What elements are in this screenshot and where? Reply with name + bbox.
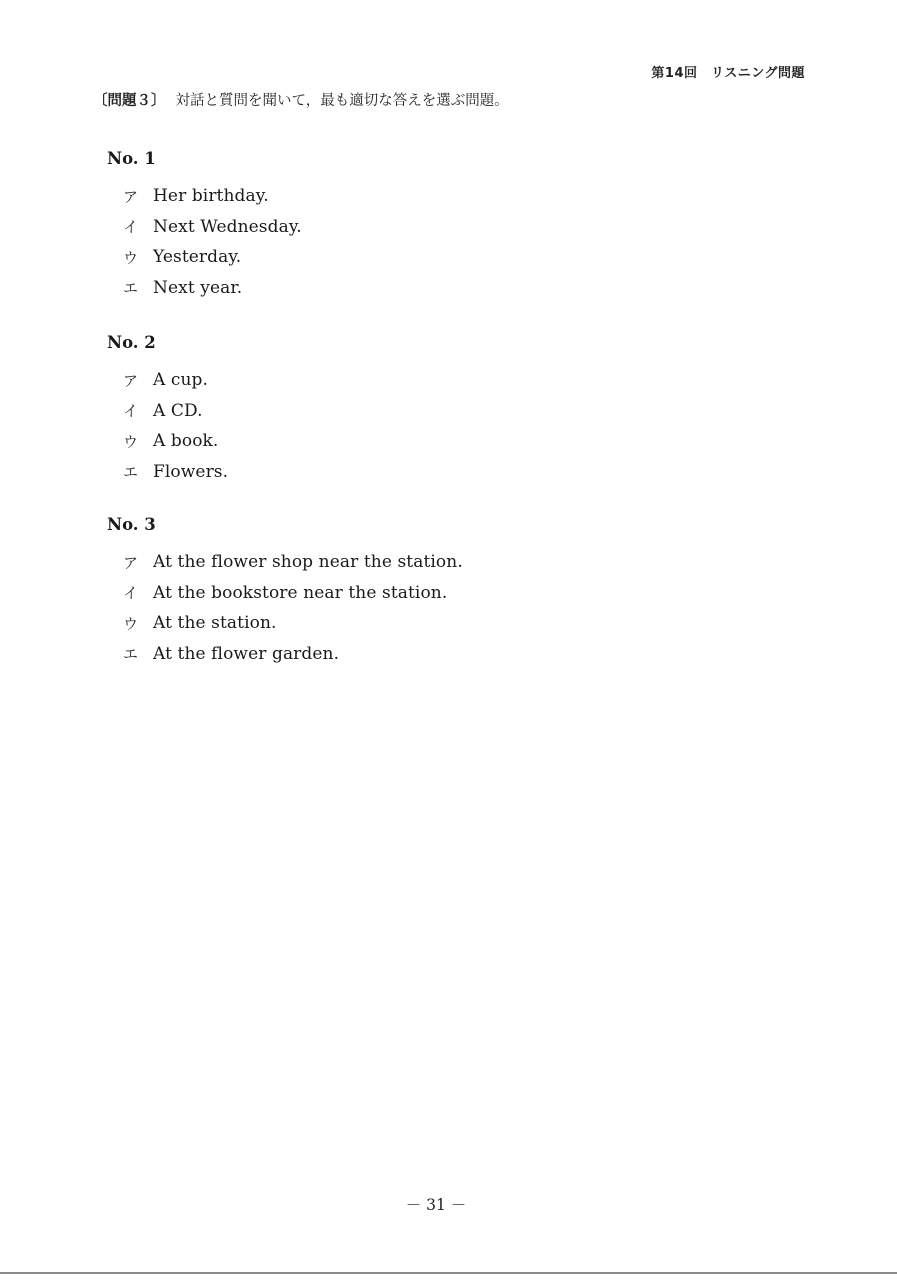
- problem-label: 〔問題３〕: [93, 93, 166, 109]
- instruction-text: 対話と質問を聞いて，最も適切な答えを選ぶ問題。: [175, 93, 509, 109]
- choice-text: At the bookstore near the station.: [153, 582, 448, 603]
- choice-marker: ウ: [123, 432, 139, 451]
- choice-text: Flowers.: [153, 461, 229, 482]
- question-1: [107, 149, 302, 303]
- choice-text: Next year.: [153, 277, 243, 298]
- question-title: No. 3: [107, 515, 156, 534]
- choice-text: A book.: [153, 431, 219, 452]
- choice-text: Her birthday.: [153, 186, 269, 207]
- question-2: [107, 333, 228, 487]
- choice-text: At the flower shop near the station.: [153, 552, 463, 573]
- choice-text: Next Wednesday.: [153, 216, 302, 237]
- choice-marker: エ: [123, 463, 139, 482]
- choice-u: [107, 426, 228, 457]
- page-number: － 31 －: [405, 1196, 467, 1214]
- instruction: [93, 89, 509, 110]
- choice-marker: ア: [123, 187, 139, 206]
- choice-marker: ウ: [123, 248, 139, 267]
- question-3: [107, 515, 463, 669]
- choice-u: [107, 242, 302, 273]
- choice-a: [107, 181, 302, 212]
- choice-text: A cup.: [153, 370, 209, 391]
- choice-marker: イ: [123, 584, 139, 603]
- choice-i: [107, 212, 302, 243]
- choice-marker: エ: [123, 645, 139, 664]
- choice-marker: ア: [123, 553, 139, 572]
- choice-text: At the station.: [153, 613, 277, 634]
- page-header: 第14回 リスニング問題: [651, 66, 805, 81]
- choice-marker: イ: [123, 218, 139, 237]
- choice-e: [107, 457, 228, 488]
- page-bottom-edge: [0, 1272, 897, 1274]
- choice-text: A CD.: [153, 400, 203, 421]
- choice-a: [107, 547, 463, 578]
- choice-e: [107, 639, 463, 670]
- choice-a: [107, 365, 228, 396]
- choice-marker: ア: [123, 371, 139, 390]
- choice-marker: ウ: [123, 614, 139, 633]
- choice-marker: イ: [123, 402, 139, 421]
- choice-i: [107, 396, 228, 427]
- choice-e: [107, 273, 302, 304]
- question-title: No. 2: [107, 333, 156, 352]
- question-title: No. 1: [107, 149, 156, 168]
- choice-u: [107, 608, 463, 639]
- choice-marker: エ: [123, 279, 139, 298]
- choice-i: [107, 578, 463, 609]
- choice-text: Yesterday.: [153, 247, 242, 268]
- choice-text: At the flower garden.: [153, 643, 340, 664]
